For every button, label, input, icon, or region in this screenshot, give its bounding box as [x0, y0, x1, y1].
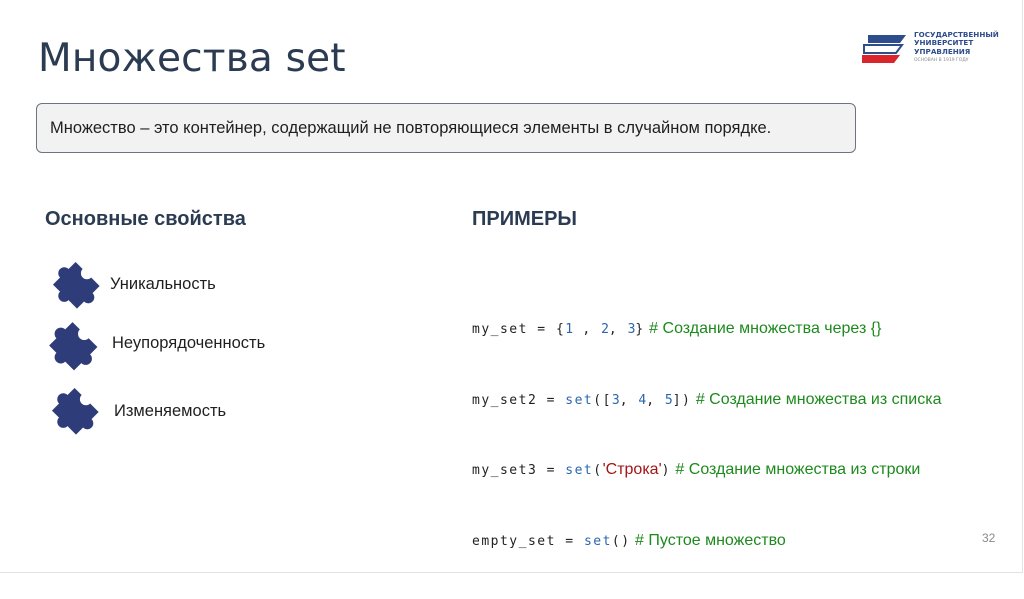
property-mutability: Изменяемость: [114, 402, 227, 420]
code-line: my_set3 = set('Строка') # Создание множества из строки: [472, 461, 921, 478]
definition-text: Множество – это контейнер, содержащий не повторяющиеся элементы в случайном порядке.: [50, 119, 772, 137]
definition-box: [36, 103, 856, 153]
code-line: empty_set = set() # Пустое множество: [472, 531, 786, 549]
code-line: my_set2 = set([3, 4, 5]) # Создание множества из списка: [472, 390, 942, 408]
property-unordered: Неупорядоченность: [112, 334, 266, 352]
university-logo: [860, 29, 1000, 73]
university-emblem-icon: [860, 31, 908, 67]
puzzle-piece-icon: [48, 384, 104, 440]
puzzle-piece-icon: [45, 318, 103, 376]
properties-heading: Основные свойства: [45, 208, 246, 230]
examples-heading: ПРИМЕРЫ: [472, 208, 578, 230]
puzzle-piece-icon: [49, 258, 105, 314]
slide-title: Множества set: [38, 36, 346, 81]
code-examples: [472, 270, 942, 599]
logo-wordmark: ГОСУДАРСТВЕННЫЙ УНИВЕРСИТЕТ УПРАВЛЕНИЯ: [914, 30, 999, 56]
page-number: 32: [982, 531, 996, 545]
logo-subtitle: ОСНОВАН В 1919 ГОДУ: [914, 58, 969, 63]
property-uniqueness: Уникальность: [110, 275, 216, 293]
code-line: my_set = {1 , 2, 3} # Создание множества через {}: [472, 320, 882, 337]
